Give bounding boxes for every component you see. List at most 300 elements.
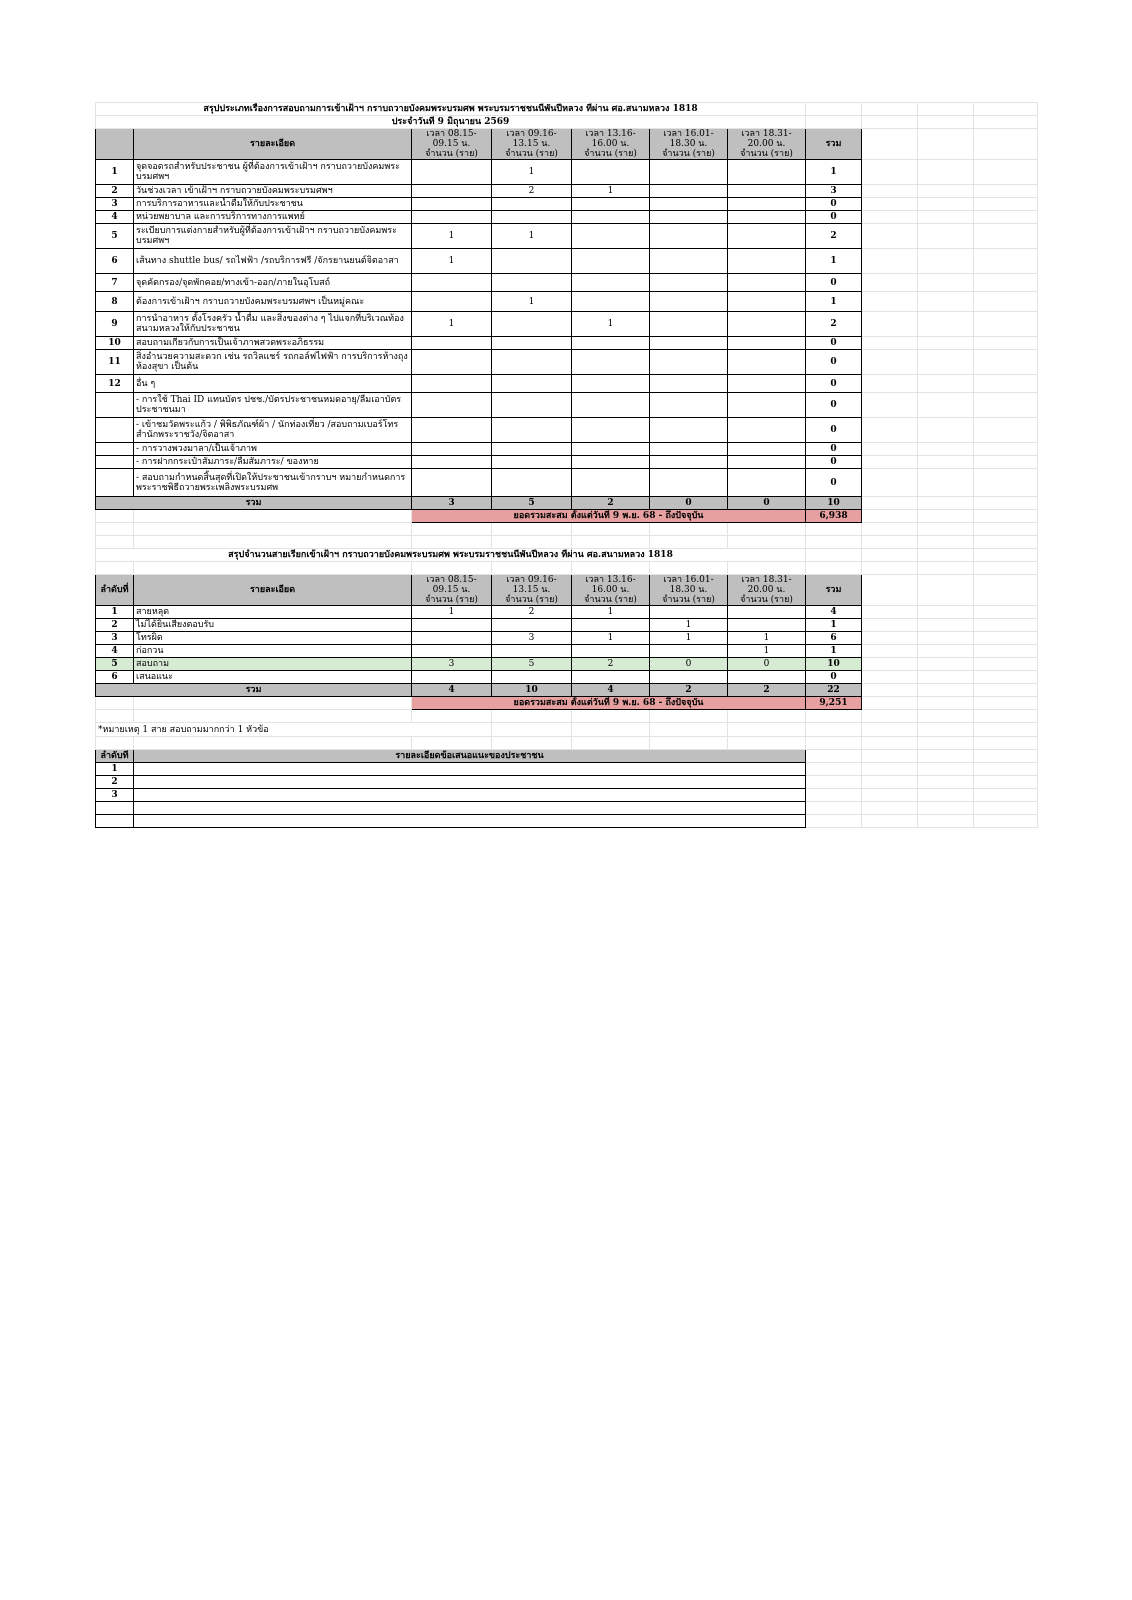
empty-cell[interactable] — [572, 536, 650, 549]
empty-cell[interactable] — [974, 393, 1038, 418]
empty-cell[interactable] — [918, 671, 974, 684]
empty-cell[interactable] — [412, 710, 492, 723]
slot-header[interactable] — [650, 129, 728, 160]
empty-cell[interactable] — [492, 562, 572, 575]
empty-cell[interactable] — [96, 536, 134, 549]
slot-value[interactable] — [572, 337, 650, 350]
slot-value[interactable] — [412, 632, 492, 645]
empty-cell[interactable] — [918, 737, 974, 750]
empty-cell[interactable] — [412, 536, 492, 549]
empty-cell[interactable] — [974, 469, 1038, 497]
empty-cell[interactable] — [974, 776, 1038, 789]
row-number[interactable]: 2 — [96, 185, 134, 198]
slot-value[interactable] — [492, 619, 572, 632]
row-total[interactable]: 1 — [806, 645, 862, 658]
row-total[interactable]: 0 — [806, 211, 862, 224]
empty-cell[interactable] — [728, 562, 806, 575]
slot-value[interactable] — [572, 469, 650, 497]
empty-cell[interactable] — [918, 224, 974, 249]
row-number[interactable]: 9 — [96, 312, 134, 337]
slot-value[interactable]: 0 — [728, 658, 806, 671]
row-detail[interactable]: สอบถามเกี่ยวกับการเป็นเจ้าภาพสวดพระอภิธรรม — [134, 337, 412, 350]
slot-value[interactable] — [650, 456, 728, 469]
empty-cell[interactable] — [918, 658, 974, 671]
empty-cell[interactable] — [862, 658, 918, 671]
slot-value[interactable] — [412, 198, 492, 211]
slot-value[interactable] — [650, 292, 728, 312]
empty-cell[interactable] — [918, 802, 974, 815]
slot-value[interactable]: 3 — [412, 658, 492, 671]
row-total[interactable]: 1 — [806, 292, 862, 312]
empty-cell[interactable] — [974, 562, 1038, 575]
empty-cell[interactable] — [492, 710, 572, 723]
slot-value[interactable]: 2 — [492, 606, 572, 619]
empty-cell[interactable] — [974, 375, 1038, 393]
empty-cell[interactable] — [862, 523, 918, 536]
empty-cell[interactable] — [918, 160, 974, 185]
slot-value[interactable] — [728, 469, 806, 497]
slot-value[interactable] — [572, 418, 650, 443]
empty-cell[interactable] — [974, 619, 1038, 632]
slot-value[interactable] — [492, 469, 572, 497]
empty-cell[interactable] — [862, 185, 918, 198]
empty-cell[interactable] — [412, 562, 492, 575]
slot-value[interactable] — [650, 418, 728, 443]
row-number[interactable]: 5 — [96, 658, 134, 671]
cumulative-total[interactable]: 6,938 — [806, 510, 862, 523]
slot-header[interactable] — [492, 129, 572, 160]
empty-cell[interactable] — [974, 249, 1038, 274]
slot-header[interactable] — [728, 575, 806, 606]
slot-value[interactable] — [572, 249, 650, 274]
empty-cell[interactable] — [974, 658, 1038, 671]
slot-value[interactable] — [492, 418, 572, 443]
slot-value[interactable] — [412, 274, 492, 292]
empty-cell[interactable] — [974, 789, 1038, 802]
empty-cell[interactable] — [134, 536, 412, 549]
empty-cell[interactable] — [974, 536, 1038, 549]
slot-value[interactable]: 2 — [572, 658, 650, 671]
empty-cell[interactable] — [862, 224, 918, 249]
slot-value[interactable] — [728, 456, 806, 469]
empty-cell[interactable] — [862, 710, 918, 723]
row-total[interactable]: 0 — [806, 443, 862, 456]
no-header[interactable] — [96, 129, 134, 160]
row-detail[interactable]: การบริการอาหารและน้ำดื่มให้กับประชาชน — [134, 198, 412, 211]
empty-cell[interactable] — [806, 549, 862, 562]
suggestion-cell[interactable] — [134, 789, 806, 802]
row-number[interactable]: 2 — [96, 776, 134, 789]
empty-cell[interactable] — [918, 185, 974, 198]
slot-value[interactable] — [572, 393, 650, 418]
slot-value[interactable] — [728, 312, 806, 337]
empty-cell[interactable] — [134, 737, 412, 750]
row-total[interactable]: 0 — [806, 469, 862, 497]
row-number[interactable]: 2 — [96, 619, 134, 632]
row-number[interactable]: 4 — [96, 211, 134, 224]
empty-cell[interactable] — [974, 160, 1038, 185]
row-total[interactable]: 0 — [806, 198, 862, 211]
empty-cell[interactable] — [918, 497, 974, 510]
empty-cell[interactable] — [918, 562, 974, 575]
slot-value[interactable]: 1 — [650, 632, 728, 645]
row-number[interactable]: 4 — [96, 645, 134, 658]
slot-value[interactable] — [728, 375, 806, 393]
row-total[interactable]: 0 — [806, 418, 862, 443]
slot-value[interactable] — [650, 249, 728, 274]
slot-value[interactable] — [412, 469, 492, 497]
slot-value[interactable]: 1 — [412, 606, 492, 619]
empty-cell[interactable] — [974, 510, 1038, 523]
calls-title[interactable]: สรุปจำนวนสายเรียกเข้าเฝ้าฯ กราบถวายบังคมพระบรมศพ พระบรมราชชนนีพันปีหลวง ที่ผ่าน ศอ.สนามหลวง 1818 — [96, 549, 806, 562]
total-header[interactable]: รวม — [806, 129, 862, 160]
row-number[interactable]: 10 — [96, 337, 134, 350]
row-number[interactable]: 12 — [96, 375, 134, 393]
empty-cell[interactable] — [862, 198, 918, 211]
row-detail[interactable]: โทรผิด — [134, 632, 412, 645]
empty-cell[interactable] — [974, 198, 1038, 211]
empty-cell[interactable] — [918, 763, 974, 776]
empty-cell[interactable] — [134, 697, 412, 710]
slot-value[interactable] — [412, 443, 492, 456]
empty-cell[interactable] — [862, 103, 918, 116]
slot-value[interactable] — [492, 274, 572, 292]
slot-value[interactable] — [572, 211, 650, 224]
slot-value[interactable] — [412, 393, 492, 418]
empty-cell[interactable] — [650, 710, 728, 723]
slot-value[interactable] — [572, 645, 650, 658]
row-detail[interactable]: อื่น ๆ — [134, 375, 412, 393]
empty-cell[interactable] — [974, 116, 1038, 129]
slot-value[interactable] — [728, 249, 806, 274]
empty-cell[interactable] — [974, 418, 1038, 443]
suggestion-header[interactable]: รายละเอียดข้อเสนอแนะของประชาชน — [134, 750, 806, 763]
empty-cell[interactable] — [862, 375, 918, 393]
empty-cell[interactable] — [974, 710, 1038, 723]
empty-cell[interactable] — [974, 671, 1038, 684]
slot-value[interactable]: 1 — [412, 312, 492, 337]
slot-value[interactable] — [492, 312, 572, 337]
slot-value[interactable] — [572, 224, 650, 249]
sum-label[interactable]: รวม — [96, 684, 412, 697]
empty-cell[interactable] — [918, 129, 974, 160]
slot-value[interactable] — [728, 443, 806, 456]
slot-value[interactable]: 1 — [572, 606, 650, 619]
row-number[interactable] — [96, 815, 134, 828]
empty-cell[interactable] — [918, 443, 974, 456]
empty-cell[interactable] — [650, 562, 728, 575]
empty-cell[interactable] — [862, 418, 918, 443]
empty-cell[interactable] — [862, 802, 918, 815]
empty-cell[interactable] — [918, 292, 974, 312]
row-number[interactable]: 3 — [96, 632, 134, 645]
slot-value[interactable]: 1 — [572, 632, 650, 645]
slot-value[interactable] — [728, 224, 806, 249]
empty-cell[interactable] — [862, 619, 918, 632]
row-detail[interactable]: ระเบียบการแต่งกายสำหรับผู้ที่ต้องการเข้าเฝ้าฯ กราบถวายบังคมพระบรมศพฯ — [134, 224, 412, 249]
empty-cell[interactable] — [918, 536, 974, 549]
empty-cell[interactable] — [862, 632, 918, 645]
empty-cell[interactable] — [974, 337, 1038, 350]
row-number[interactable]: 5 — [96, 224, 134, 249]
sum-value[interactable]: 0 — [650, 497, 728, 510]
slot-value[interactable] — [728, 619, 806, 632]
slot-value[interactable] — [650, 211, 728, 224]
slot-value[interactable]: 1 — [492, 292, 572, 312]
slot-value[interactable] — [492, 211, 572, 224]
empty-cell[interactable] — [96, 510, 134, 523]
slot-value[interactable]: 1 — [728, 632, 806, 645]
empty-cell[interactable] — [806, 723, 862, 737]
suggestion-cell[interactable] — [134, 815, 806, 828]
row-number[interactable]: 1 — [96, 160, 134, 185]
slot-value[interactable]: 1 — [412, 249, 492, 274]
sum-value[interactable]: 2 — [728, 684, 806, 697]
total-header[interactable]: รวม — [806, 575, 862, 606]
empty-cell[interactable] — [862, 292, 918, 312]
empty-cell[interactable] — [806, 536, 862, 549]
empty-cell[interactable] — [650, 723, 728, 737]
empty-cell[interactable] — [650, 523, 728, 536]
empty-cell[interactable] — [918, 337, 974, 350]
slot-value[interactable] — [492, 249, 572, 274]
slot-value[interactable] — [650, 312, 728, 337]
row-total[interactable]: 1 — [806, 160, 862, 185]
row-detail[interactable]: - การฝากกระเป๋าสัมภาระ/ลืมสัมภาระ/ ของหาย — [134, 456, 412, 469]
empty-cell[interactable] — [862, 737, 918, 750]
row-number[interactable] — [96, 443, 134, 456]
slot-value[interactable]: 5 — [492, 658, 572, 671]
slot-value[interactable] — [728, 350, 806, 375]
empty-cell[interactable] — [918, 469, 974, 497]
row-detail[interactable]: สอบถาม — [134, 658, 412, 671]
empty-cell[interactable] — [918, 684, 974, 697]
empty-cell[interactable] — [974, 292, 1038, 312]
slot-value[interactable] — [412, 619, 492, 632]
slot-value[interactable] — [492, 198, 572, 211]
sum-value[interactable]: 2 — [572, 497, 650, 510]
row-total[interactable]: 0 — [806, 274, 862, 292]
slot-value[interactable] — [412, 185, 492, 198]
empty-cell[interactable] — [728, 523, 806, 536]
empty-cell[interactable] — [862, 606, 918, 619]
empty-cell[interactable] — [918, 116, 974, 129]
row-number[interactable] — [96, 418, 134, 443]
empty-cell[interactable] — [572, 710, 650, 723]
row-total[interactable]: 6 — [806, 632, 862, 645]
empty-cell[interactable] — [806, 710, 862, 723]
slot-value[interactable] — [492, 393, 572, 418]
empty-cell[interactable] — [862, 443, 918, 456]
empty-cell[interactable] — [862, 312, 918, 337]
empty-cell[interactable] — [572, 723, 650, 737]
suggestion-cell[interactable] — [134, 776, 806, 789]
empty-cell[interactable] — [862, 684, 918, 697]
empty-cell[interactable] — [862, 393, 918, 418]
slot-value[interactable] — [650, 160, 728, 185]
empty-cell[interactable] — [918, 632, 974, 645]
empty-cell[interactable] — [918, 523, 974, 536]
slot-header[interactable] — [728, 129, 806, 160]
empty-cell[interactable] — [918, 575, 974, 606]
empty-cell[interactable] — [918, 619, 974, 632]
row-total[interactable]: 1 — [806, 619, 862, 632]
slot-value[interactable] — [412, 645, 492, 658]
empty-cell[interactable] — [492, 737, 572, 750]
empty-cell[interactable] — [862, 562, 918, 575]
empty-cell[interactable] — [918, 312, 974, 337]
row-total[interactable]: 3 — [806, 185, 862, 198]
empty-cell[interactable] — [918, 510, 974, 523]
slot-value[interactable] — [728, 160, 806, 185]
slot-value[interactable]: 1 — [728, 645, 806, 658]
row-detail[interactable]: สิ่งอำนวยความสะดวก เช่น รถวิลแชร์ รถกอล์ฟไฟฟ้า การบริการห้างถุง ห้องสุขา เป็นต้น — [134, 350, 412, 375]
slot-header[interactable] — [412, 575, 492, 606]
no-header[interactable]: ลำดับที่ — [96, 750, 134, 763]
empty-cell[interactable] — [96, 562, 134, 575]
empty-cell[interactable] — [974, 697, 1038, 710]
sum-value[interactable]: 0 — [728, 497, 806, 510]
empty-cell[interactable] — [918, 549, 974, 562]
slot-value[interactable] — [728, 671, 806, 684]
slot-value[interactable] — [650, 375, 728, 393]
empty-cell[interactable] — [918, 456, 974, 469]
row-number[interactable]: 11 — [96, 350, 134, 375]
empty-cell[interactable] — [862, 350, 918, 375]
empty-cell[interactable] — [492, 523, 572, 536]
slot-value[interactable] — [572, 350, 650, 375]
slot-value[interactable] — [412, 292, 492, 312]
slot-value[interactable] — [650, 274, 728, 292]
row-total[interactable]: 0 — [806, 337, 862, 350]
empty-cell[interactable] — [862, 697, 918, 710]
empty-cell[interactable] — [918, 645, 974, 658]
slot-value[interactable] — [650, 350, 728, 375]
slot-value[interactable] — [650, 337, 728, 350]
empty-cell[interactable] — [918, 606, 974, 619]
empty-cell[interactable] — [862, 337, 918, 350]
empty-cell[interactable] — [492, 723, 572, 737]
slot-value[interactable] — [728, 292, 806, 312]
row-total[interactable]: 2 — [806, 224, 862, 249]
empty-cell[interactable] — [862, 274, 918, 292]
empty-cell[interactable] — [862, 776, 918, 789]
empty-cell[interactable] — [806, 763, 862, 776]
row-detail[interactable]: ก่อกวน — [134, 645, 412, 658]
empty-cell[interactable] — [918, 750, 974, 763]
empty-cell[interactable] — [572, 562, 650, 575]
slot-value[interactable] — [650, 198, 728, 211]
empty-cell[interactable] — [862, 536, 918, 549]
slot-value[interactable] — [492, 671, 572, 684]
slot-value[interactable] — [492, 443, 572, 456]
empty-cell[interactable] — [650, 536, 728, 549]
slot-value[interactable]: 1 — [572, 185, 650, 198]
empty-cell[interactable] — [918, 789, 974, 802]
empty-cell[interactable] — [918, 198, 974, 211]
row-detail[interactable]: - การใช้ Thai ID แทนบัตร ปชช./บัตรประชาชนหมดอายุ/ลืมเอาบัตรประชาชนมา — [134, 393, 412, 418]
empty-cell[interactable] — [918, 350, 974, 375]
row-number[interactable] — [96, 802, 134, 815]
report-date[interactable]: ประจำวันที่ 9 มิถุนายน 2569 — [96, 116, 806, 129]
detail-header[interactable]: รายละเอียด — [134, 575, 412, 606]
empty-cell[interactable] — [918, 418, 974, 443]
empty-cell[interactable] — [728, 710, 806, 723]
row-number[interactable]: 3 — [96, 789, 134, 802]
slot-header[interactable] — [492, 575, 572, 606]
slot-value[interactable] — [572, 619, 650, 632]
slot-value[interactable] — [412, 418, 492, 443]
row-number[interactable]: 1 — [96, 606, 134, 619]
no-header[interactable]: ลำดับที่ — [96, 575, 134, 606]
row-total[interactable]: 10 — [806, 658, 862, 671]
empty-cell[interactable] — [96, 523, 134, 536]
empty-cell[interactable] — [974, 575, 1038, 606]
empty-cell[interactable] — [918, 776, 974, 789]
empty-cell[interactable] — [974, 723, 1038, 737]
empty-cell[interactable] — [728, 737, 806, 750]
empty-cell[interactable] — [862, 510, 918, 523]
row-detail[interactable]: สายหลุด — [134, 606, 412, 619]
row-number[interactable]: 7 — [96, 274, 134, 292]
row-detail[interactable]: การนำอาหาร ตั้งโรงครัว น้ำดื่ม และสิ่งของต่าง ๆ ไปแจกที่บริเวณท้องสนามหลวงให้กับประชาชน — [134, 312, 412, 337]
empty-cell[interactable] — [862, 497, 918, 510]
empty-cell[interactable] — [862, 549, 918, 562]
slot-value[interactable] — [650, 224, 728, 249]
row-detail[interactable]: - สอบถามกำหนดสิ้นสุดที่เปิดให้ประชาชนเข้ากราบฯ หมายกำหนดการ พระราชพิธีถวายพระเพลิงพระบรมศพ — [134, 469, 412, 497]
report-title[interactable]: สรุปประเภทเรื่องการสอบถามการเข้าเฝ้าฯ กราบถวายบังคมพระบรมศพ พระบรมราชชนนีพันปีหลวง ที่ผ่าน ศอ.สนามหลวง 1818 — [96, 103, 806, 116]
empty-cell[interactable] — [96, 710, 134, 723]
slot-value[interactable] — [572, 274, 650, 292]
row-total[interactable]: 4 — [806, 606, 862, 619]
slot-value[interactable] — [728, 211, 806, 224]
slot-value[interactable] — [412, 671, 492, 684]
empty-cell[interactable] — [918, 274, 974, 292]
empty-cell[interactable] — [728, 536, 806, 549]
empty-cell[interactable] — [862, 671, 918, 684]
slot-value[interactable]: 1 — [572, 312, 650, 337]
empty-cell[interactable] — [806, 789, 862, 802]
slot-value[interactable] — [650, 671, 728, 684]
empty-cell[interactable] — [862, 815, 918, 828]
empty-cell[interactable] — [862, 456, 918, 469]
empty-cell[interactable] — [728, 723, 806, 737]
empty-cell[interactable] — [974, 129, 1038, 160]
empty-cell[interactable] — [918, 375, 974, 393]
slot-value[interactable] — [492, 350, 572, 375]
empty-cell[interactable] — [862, 575, 918, 606]
sum-total[interactable]: 10 — [806, 497, 862, 510]
slot-value[interactable]: 0 — [650, 658, 728, 671]
empty-cell[interactable] — [806, 523, 862, 536]
empty-cell[interactable] — [918, 211, 974, 224]
slot-value[interactable] — [728, 185, 806, 198]
row-number[interactable]: 6 — [96, 671, 134, 684]
empty-cell[interactable] — [918, 723, 974, 737]
empty-cell[interactable] — [918, 815, 974, 828]
slot-value[interactable] — [728, 606, 806, 619]
row-total[interactable]: 0 — [806, 393, 862, 418]
empty-cell[interactable] — [96, 737, 134, 750]
empty-cell[interactable] — [862, 160, 918, 185]
slot-value[interactable] — [728, 418, 806, 443]
row-total[interactable]: 0 — [806, 350, 862, 375]
row-detail[interactable]: ต้องการเข้าเฝ้าฯ กราบถวายบังคมพระบรมศพฯ เป็นหมู่คณะ — [134, 292, 412, 312]
empty-cell[interactable] — [862, 116, 918, 129]
row-number[interactable]: 1 — [96, 763, 134, 776]
row-total[interactable]: 1 — [806, 249, 862, 274]
slot-value[interactable] — [412, 350, 492, 375]
